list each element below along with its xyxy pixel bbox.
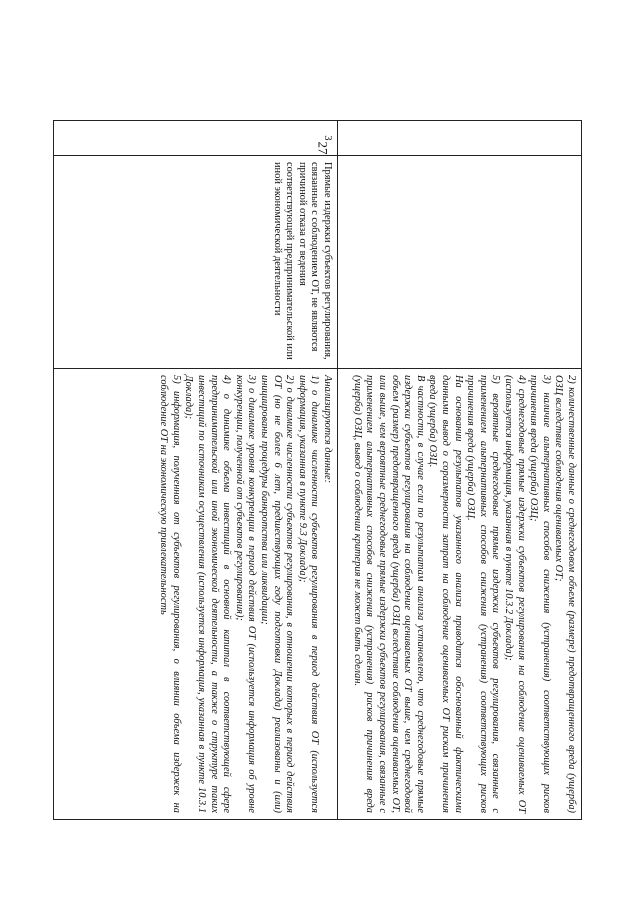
text-line: 3) о динамике уровня конкуренции в период действия ОТ (используется информация об уровне конкуренции, полученной от субъектов регулирования); xyxy=(233,375,258,813)
row-number-cell: 3 xyxy=(54,121,338,156)
criteria-table xyxy=(53,120,582,820)
table-row xyxy=(338,121,582,820)
text-line: В частности, в случае если по результатам анализа установлено, что среднегодовые прямые издержки субъектов регулирования на соблюдение оцениваемых ОТ выше, чем среднегодовой объем (размер) предотвращенного вреда (ущерба) ОЗЦ вследствие соблюдения оцениваемых ОТ, или выше, чем вероятные среднегодовые прямые издержки субъектов регулирования, связанные с применением альтернативных способов снижения (устранения) рисков причинения вреда (ущерба) ОЗЦ, вывод о соблюдении критерия не может быть сделан. xyxy=(351,375,426,813)
analysis-description-cell xyxy=(338,369,582,820)
page-number: 27 xyxy=(315,141,331,155)
text-line: 5) вероятные среднегодовые прямые издержки субъектов регулирования, связанные с применением альтернативных способов снижения (устранения) соответствующих рисков причинения вреда (ущерба) ОЗЦ. xyxy=(465,375,502,813)
table-row xyxy=(54,121,338,820)
text-line: 2) о динамике численности субъектов регулирования, в отношении которых в период действия ОТ (но не более 6 лет, предшествующих году подготовки Доклада) реализованы и (или) инициированы процедуры банкротства или ликвидации; xyxy=(259,375,296,813)
text-line: 4) среднегодовые прямые издержки субъектов регулирования на соблюдение оцениваемых ОТ (используется информация, указанная в пункте 10.3.2 Доклада); xyxy=(503,375,527,813)
row-number-cell xyxy=(338,121,582,156)
text-line: 1) о динамике численности субъектов регулирования в период действия ОТ (используется информация, указанная в пункте 9.3 Доклада); xyxy=(296,375,321,813)
text-line: 5) информация, полученная от субъектов регулирования, о влиянии объема издержек на соблюдение ОТ на экономическую привлекательность xyxy=(158,375,182,813)
rotated-table-container xyxy=(62,120,582,820)
analysis-description-cell xyxy=(54,369,338,820)
text-line: 4) о динамике объема инвестиций в основной капитал в соответствующей сфере предпринимательской или иной экономической деятельности, а также о структуре таких инвестиций по источникам осуществления (используется информация, указанная в пункте 10.3.1 Доклада); xyxy=(183,375,233,813)
text-line: 3) наличие альтернативных способов снижения (устранения) соответствующих рисков причинения вреда (ущерба) ОЗЦ; xyxy=(528,375,552,813)
criterion-cell: Прямые издержки субъектов регулирования, связанные с соблюдением ОТ, не являются причиной отказа от ведения соответствующей предпринимательской или иной экономической деятельности xyxy=(54,156,338,369)
text-line: Анализируются данные: xyxy=(322,375,333,484)
text-line: На основании результатов указанного анализа приводится обоснованный фактическими данными вывод о соразмерности затрат на соблюдение оцениваемых ОТ рискам причинения вреда (ущерба) ОЗЦ. xyxy=(427,375,464,813)
criterion-cell xyxy=(338,156,582,369)
text-line: 2) количественные данные о среднегодовом объеме (размере) предотвращенного вреда (ущерба) ОЗЦ вследствие соблюдения оцениваемых ОТ; xyxy=(553,375,577,813)
